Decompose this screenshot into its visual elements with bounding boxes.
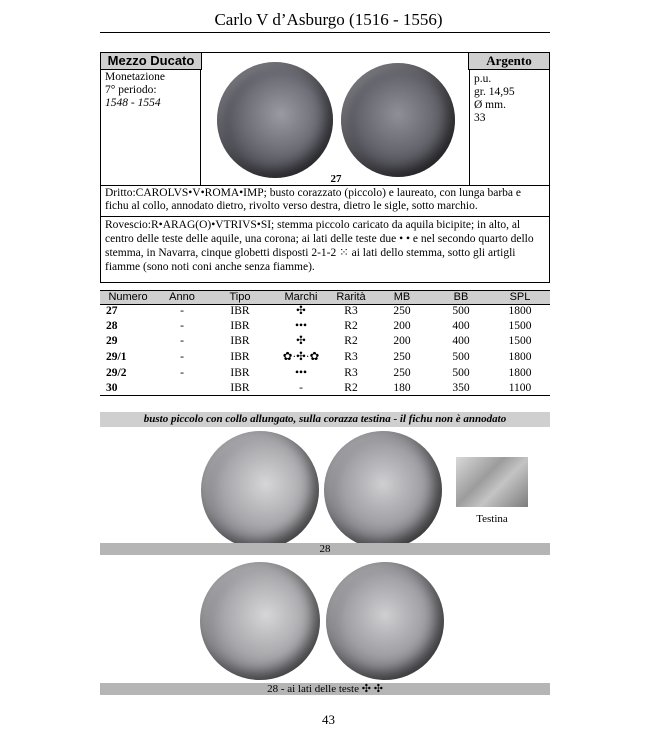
row-marchi: ✣ (296, 335, 306, 347)
row-bb: 400 (452, 320, 470, 332)
row-marchi: ✣ (296, 305, 306, 317)
coin-28b-obverse-image (200, 562, 320, 680)
coin-28-obverse-image (201, 431, 319, 549)
weight-value: gr. 14,95 (474, 86, 515, 98)
coin-28b-caption: 28 - ai lati delle teste ✣ ✣ (267, 683, 383, 695)
row-marchi: ••• (294, 320, 308, 332)
price-table-header (100, 290, 550, 305)
table-row (100, 381, 550, 395)
table-row (100, 304, 550, 318)
table-row (100, 334, 550, 348)
row-anno: - (180, 320, 184, 332)
row-rarita: R3 (344, 367, 358, 379)
coin-card (100, 52, 550, 283)
row-tipo: IBR (230, 320, 250, 332)
col-marchi: Marchi (284, 291, 318, 303)
coin-28-caption-bar (100, 543, 550, 555)
row-rarita: R2 (344, 335, 358, 347)
pu-label: p.u. (474, 73, 492, 85)
table-row (100, 350, 550, 364)
reverse-description: Rovescio:R•ARAG(O)•VTRIVS•SI; stemma piccolo caricato da aquila bicipite; in alto, al centro delle teste delle aquile, una corona; ai lati delle teste due • • e nel secondo quarto dello stemma, in Navarra, cinque globetti disposti 2-1-2 ⁙ ai lati dello stemma, sotto gli artigli fiamme (sono noti coni anche senza fiamme). (105, 219, 534, 273)
row-mb: 250 (393, 305, 411, 317)
page-title: Carlo V d’Asburgo (1516 - 1556) (214, 10, 443, 29)
period-label: 7° periodo: (105, 84, 157, 96)
period-dates: 1548 - 1554 (105, 97, 161, 109)
col-tipo: Tipo (229, 291, 251, 303)
row-bb: 500 (452, 351, 470, 363)
row-numero: 29 (106, 335, 118, 347)
row-mb: 200 (393, 320, 411, 332)
row-numero: 29/2 (106, 367, 127, 379)
row-rarita: R2 (344, 320, 358, 332)
metal-header: Argento (468, 53, 549, 70)
row-bb: 400 (452, 335, 470, 347)
row-numero: 27 (106, 305, 118, 317)
row-spl: 1800 (508, 305, 532, 317)
col-spl: SPL (509, 291, 531, 303)
coin-28b-reverse-image (326, 562, 444, 680)
table-row (100, 366, 550, 380)
col-anno: Anno (169, 291, 195, 303)
period-info (101, 69, 201, 185)
row-spl: 1500 (508, 320, 532, 332)
row-rarita: R2 (344, 382, 358, 394)
coin-28-reverse-image (324, 431, 442, 549)
title-divider (100, 32, 550, 33)
row-numero: 29/1 (106, 351, 127, 363)
testina-detail-image (456, 457, 528, 507)
row-bb: 500 (452, 367, 470, 379)
row-spl: 1800 (508, 351, 532, 363)
row-bb: 500 (452, 305, 470, 317)
physical-info (469, 69, 549, 185)
coin-27-obverse-image (217, 62, 333, 178)
row-spl: 1500 (508, 335, 532, 347)
col-numero: Numero (108, 291, 148, 303)
diameter-label: Ø mm. (474, 99, 506, 111)
row-mb: 200 (393, 335, 411, 347)
divider (101, 185, 549, 186)
row-marchi: - (299, 382, 303, 394)
obverse-description: Dritto:CAROLVS•V•ROMA•IMP; busto corazzato (piccolo) e laureato, con lunga barba e fichu al collo, annodato dietro, rivolto verso destra, dietro le sigle, sotto marchio. (105, 187, 521, 212)
row-anno: - (180, 335, 184, 347)
col-mb: MB (393, 291, 411, 303)
row-marchi: ••• (294, 367, 308, 379)
row-tipo: IBR (230, 367, 250, 379)
coin-27-caption: 27 (330, 173, 342, 185)
row-anno: - (180, 305, 184, 317)
variant-banner: busto piccolo con collo allungato, sulla corazza testina - il fichu non è annodato (100, 412, 550, 427)
monetazione-label: Monetazione (105, 71, 166, 83)
row-anno: - (180, 367, 184, 379)
row-bb: 350 (452, 382, 470, 394)
row-tipo: IBR (230, 382, 250, 394)
row-tipo: IBR (230, 351, 250, 363)
row-mb: 250 (393, 367, 411, 379)
coin-28-caption: 28 (319, 543, 331, 555)
row-anno: - (180, 351, 184, 363)
row-mb: 250 (393, 351, 411, 363)
denomination-header: Mezzo Ducato (101, 53, 202, 70)
row-rarita: R3 (344, 351, 358, 363)
row-marchi: ✿·✣·✿ (282, 351, 320, 363)
table-bottom-rule (100, 395, 550, 396)
row-numero: 28 (106, 320, 118, 332)
row-tipo: IBR (230, 305, 250, 317)
col-bb: BB (453, 291, 469, 303)
page-number: 43 (322, 712, 335, 727)
row-spl: 1100 (508, 382, 532, 394)
row-tipo: IBR (230, 335, 250, 347)
row-numero: 30 (106, 382, 118, 394)
coin-27-reverse-image (341, 63, 455, 177)
diameter-value: 33 (474, 112, 486, 124)
table-row (100, 319, 550, 333)
row-spl: 1800 (508, 367, 532, 379)
coin-28b-caption-bar (100, 683, 550, 695)
row-rarita: R3 (344, 305, 358, 317)
col-rarita: Rarità (336, 291, 366, 303)
testina-caption: Testina (476, 513, 508, 525)
divider (101, 216, 549, 217)
row-mb: 180 (393, 382, 411, 394)
